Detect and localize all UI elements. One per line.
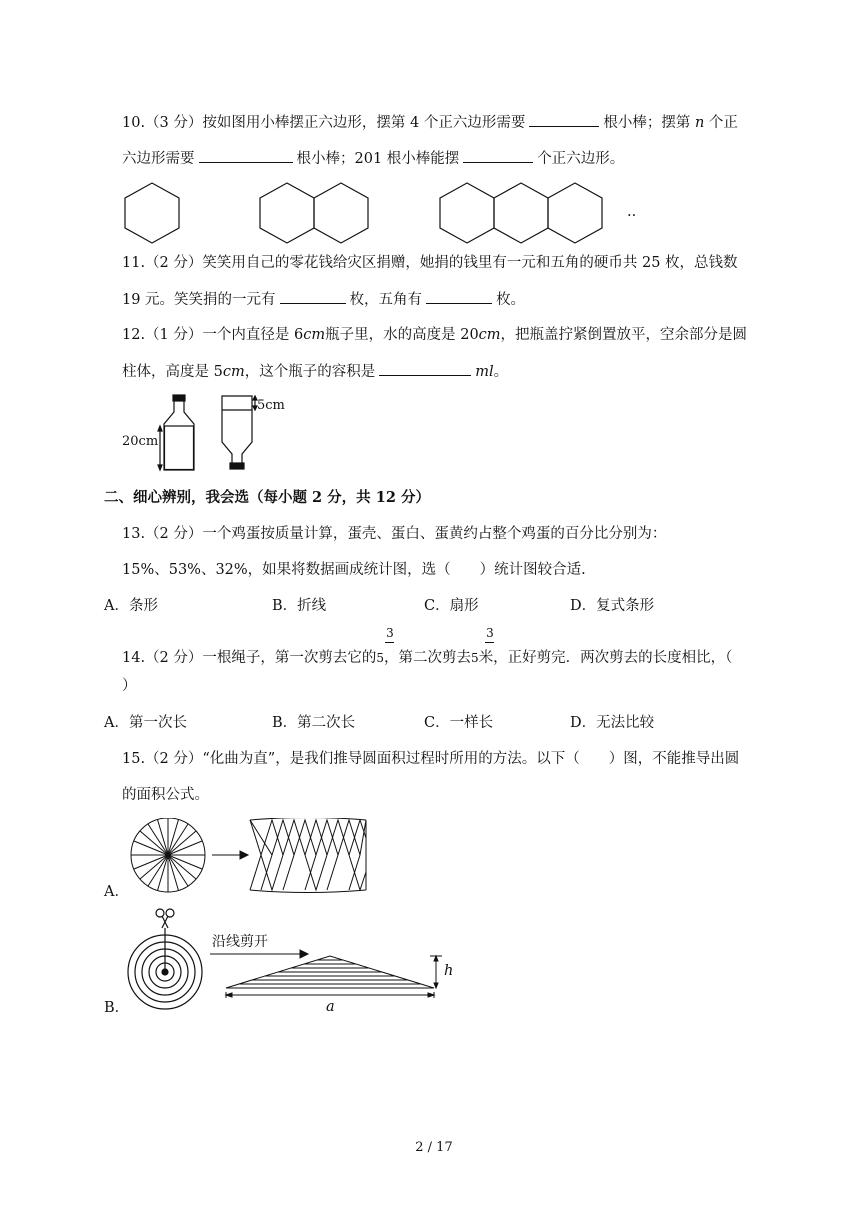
hexagon-3b — [494, 183, 548, 243]
q10-line2 — [122, 148, 624, 169]
bottle-cap-inverted — [230, 463, 244, 469]
q14-fraction-2-bar — [485, 642, 494, 643]
label-h: h — [444, 963, 454, 979]
q14-fraction-1-bar — [385, 642, 394, 643]
label-5cm: 5cm — [257, 398, 285, 413]
q11-blank-1 — [280, 289, 346, 304]
hexagon-2b — [314, 183, 368, 243]
q10-line1 — [122, 112, 738, 133]
q11-text-b: 枚，五角有 — [349, 292, 423, 308]
q10-var-n: n — [694, 115, 705, 131]
hexagon-2a — [260, 183, 314, 243]
q10-text-f: 个正六边形。 — [537, 151, 625, 167]
q13-option-c: C．扇形 — [424, 598, 479, 614]
q15-figure-a — [128, 818, 378, 898]
rearranged-sectors — [250, 818, 366, 893]
q12-text-a: 12.（1 分）一个内直径是 6 — [122, 327, 304, 343]
q14-fraction-2-denominator: 5 — [471, 651, 479, 665]
q14-fraction-1-denominator: 5 — [376, 651, 385, 665]
q12-text-e: ，这个瓶子的容积是 — [244, 364, 376, 380]
q12-line2 — [122, 361, 508, 382]
q12-unit-cm-2: cm — [478, 327, 501, 343]
cut-arrow-head — [300, 950, 308, 958]
q11-line1: 11.（2 分）笑笑用自己的零花钱给灾区捐赠，她捐的钱里有一元和五角的硬币共 25 枚，总钱数 — [122, 255, 738, 271]
q14-fraction-2-numerator: 3 — [486, 626, 494, 640]
q10-blank-1 — [529, 112, 599, 127]
label-20cm: 20cm — [122, 434, 159, 449]
q14-option-c: C．一样长 — [424, 715, 494, 731]
hexagon-3c — [548, 183, 602, 243]
water-upright — [165, 426, 194, 470]
q11-text-a: 19 元。笑笑捐的一元有 — [122, 292, 276, 308]
q15-line2: 的面积公式。 — [122, 787, 209, 803]
q12-text-d: 柱体，高度是 5 — [122, 364, 223, 380]
q14-fraction-1-numerator: 3 — [386, 626, 394, 640]
cut-label: 沿线剪开 — [212, 934, 268, 950]
q10-text-b: 根小棒；摆第 — [603, 115, 691, 131]
q12-unit-ml: ml — [475, 364, 494, 380]
q14-option-a: A．第一次长 — [104, 715, 187, 731]
q10-text-a: 10.（3 分）按如图用小棒摆正六边形，摆第 4 个正六边形需要 — [122, 115, 526, 131]
q15-option-a-label: A． — [104, 884, 129, 900]
scissors-icon — [156, 909, 174, 928]
unrolled-triangle — [226, 956, 434, 988]
q10-dots: .. — [627, 204, 637, 220]
q12-line1 — [122, 325, 747, 345]
q12-unit-cm-3: cm — [222, 364, 245, 380]
q10-text-e: 根小棒；201 根小棒能摆 — [296, 151, 460, 167]
hexagon-1 — [125, 183, 179, 243]
q14-option-b: B．第二次长 — [272, 715, 356, 731]
arrow-head — [240, 851, 248, 859]
page-number: 2 / 17 — [415, 1140, 453, 1155]
q13-option-a: A．条形 — [104, 598, 158, 614]
q12-text-c: ，把瓶盖拧紧倒置放平，空余部分是圆 — [500, 327, 748, 343]
q12-blank-1 — [379, 361, 471, 376]
q12-unit-cm-1: cm — [303, 327, 326, 343]
hexagon-figure — [115, 178, 675, 248]
q10-blank-3 — [463, 148, 533, 163]
label-a: a — [326, 999, 335, 1015]
q10-text-d: 六边形需要 — [122, 151, 195, 167]
q14-option-d: D．无法比较 — [570, 715, 655, 731]
height-dimension — [430, 956, 442, 988]
q13-option-b: B．折线 — [272, 598, 327, 614]
hexagon-3a — [440, 183, 494, 243]
q15-option-b-label: B． — [104, 1000, 130, 1016]
section2-heading: 二、细心辨别，我会选（每小题 2 分，共 12 分） — [104, 489, 430, 506]
bottle-cap-upright — [173, 395, 185, 401]
q14-line1 — [122, 648, 732, 668]
q10-text-c: 个正 — [708, 115, 738, 131]
q12-text-b: 瓶子里，水的高度是 20 — [325, 327, 479, 343]
q13-line2: 15%、53%、32%，如果将数据画成统计图，选（ ）统计图较合适. — [122, 562, 586, 578]
q11-text-c: 枚。 — [496, 292, 526, 308]
q13-line1: 13.（2 分）一个鸡蛋按质量计算，蛋壳、蛋白、蛋黄约占整个鸡蛋的百分比分别为： — [122, 526, 667, 542]
q11-blank-2 — [426, 289, 492, 304]
q11-line2 — [122, 289, 525, 310]
q10-blank-2 — [199, 148, 293, 163]
q15-figure-b — [124, 906, 464, 1016]
bottle-inverted — [222, 396, 252, 464]
q15-line1: 15.（2 分）“化曲为直”，是我们推导圆面积过程时所用的方法。以下（ ）图，不能推导出圆 — [122, 751, 740, 767]
q13-option-d: D．复式条形 — [570, 598, 655, 614]
q14-text-a: 14.（2 分）一根绳子，第一次剪去它的 — [122, 650, 377, 666]
q14-line2: ） — [122, 678, 137, 694]
q12-text-f: 。 — [493, 364, 509, 380]
q14-text-c: 米，正好剪完．两次剪去的长度相比，（ — [478, 650, 733, 666]
q14-text-b: ，第二次剪去 — [384, 650, 472, 666]
